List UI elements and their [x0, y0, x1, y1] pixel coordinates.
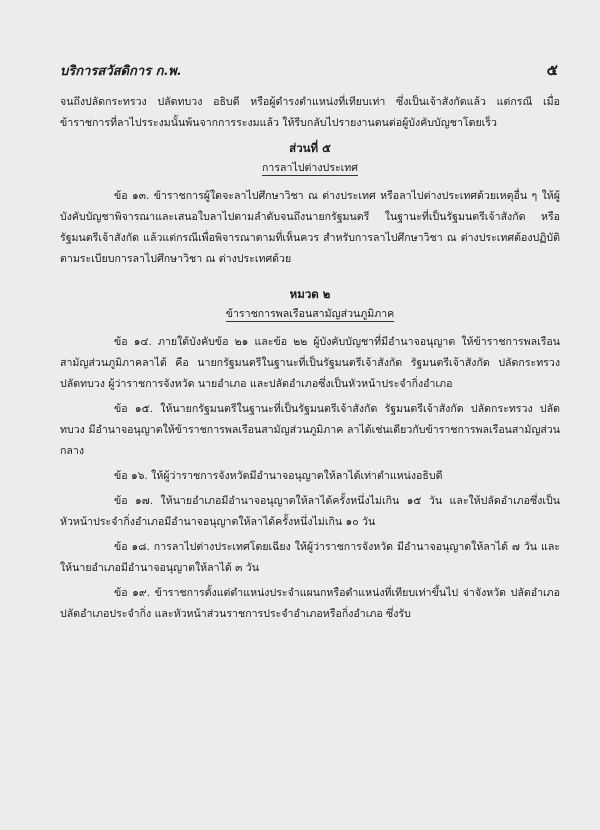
paragraph-continuation: จนถึงปลัดกระทรวง ปลัดทบวง อธิบดี หรือผู้ดำรงตำแหน่งที่เทียบเท่า ซึ่งเป็นเจ้าสังกัดแล้ว แต่กรณี เมื่อข้าราชการที่ลาไปรระงมนั้นพ้นจากการระงมแล้ว ให้รีบกลับไปรายงานตนต่อผู้บังคับบัญชาโดยเร็ว [60, 96, 560, 129]
article-16: ข้อ ๑๖. ให้ผู้ว่าราชการจังหวัดมีอำนาจอนุญาตให้ลาได้เท่าตำแหน่งอธิบดี [114, 470, 443, 482]
section-subheading [60, 158, 560, 178]
chapter-heading: หมวด ๒ [289, 287, 331, 301]
article-17: ข้อ ๑๗. ให้นายอำเภอมีอำนาจอนุญาตให้ลาได้ครั้งหนึ่งไม่เกิน ๑๕ วัน และให้ปลัดอำเภอซึ่งเป็นหัวหน้าประจำกิ่งอำเภอมีอำนาจอนุญาตให้ลาได้ครั้งหนึ่งไม่เกิน ๑๐ วัน [60, 495, 560, 528]
article-19: ข้อ ๑๙. ข้าราชการตั้งแต่ตำแหน่งประจำแผนกหรือตำแหน่งที่เทียบเท่าขึ้นไป จ่าจังหวัด ปลัดอำเภอ ปลัดอำเภอประจำกิ่ง และหัวหน้าส่วนราชการประจำอำเภอหรือกิ่งอำเภอ ซึ่งรับ [60, 587, 560, 620]
chapter-subheading-text: ข้าราชการพลเรือนสามัญส่วนภูมิภาค [225, 308, 395, 320]
header-title: บริการสวัสดิการ ก.พ. [60, 64, 182, 79]
page-number: ๕ [546, 61, 558, 79]
chapter-subheading [60, 304, 560, 324]
document-body [60, 92, 560, 629]
article-18: ข้อ ๑๘. การลาไปต่างประเทศโดยเฉียง ให้ผู้ว่าราชการจังหวัด มีอำนาจอนุญาตให้ลาได้ ๗ วัน และให้นายอำเภอมีอำนาจอนุญาตให้ลาได้ ๓ วัน [60, 541, 560, 574]
page-header [60, 58, 558, 82]
section-heading: ส่วนที่ ๕ [289, 141, 331, 155]
section-subheading-text: การลาไปต่างประเทศ [262, 162, 358, 174]
article-14: ข้อ ๑๔. ภายใต้บังคับข้อ ๒๑ และข้อ ๒๒ ผู้บังคับบัญชาที่มีอำนาจอนุญาต ให้ข้าราชการพลเรือนสามัญส่วนภูมิภาคลาได้ คือ นายกรัฐมนตรีในฐานะที่เป็นรัฐมนตรีเจ้าสังกัด รัฐมนตรีเจ้าสังกัด ปลัดกระทรวง ปลัดทบวง ผู้ว่าราชการจังหวัด นายอำเภอ และปลัดอำเภอซึ่งเป็นหัวหน้าประจำกิ่งอำเภอ [60, 336, 560, 390]
article-15: ข้อ ๑๕. ให้นายกรัฐมนตรีในฐานะที่เป็นรัฐมนตรีเจ้าสังกัด รัฐมนตรีเจ้าสังกัด ปลัดกระทรวง ปลัดทบวง มีอำนาจอนุญาตให้ข้าราชการพลเรือนสามัญส่วนภูมิภาค ลาได้เช่นเดียวกับข้าราชการพลเรือนสามัญส่วนกลาง [60, 403, 560, 457]
article-13: ข้อ ๑๓. ข้าราชการผู้ใดจะลาไปศึกษาวิชา ณ ต่างประเทศ หรือลาไปต่างประเทศด้วยเหตุอื่น ๆ ให้ผู้บังคับบัญชาพิจารณาและเสนอใบลาไปตามลำดับจนถึงนายกรัฐมนตรี ในฐานะที่เป็นรัฐมนตรีเจ้าสังกัด หรือรัฐมนตรีเจ้าสังกัด แล้วแต่กรณีเพื่อพิจารณาตามที่เห็นควร สำหรับการลาไปศึกษาวิชา ณ ต่างประเทศต้องปฏิบัติตามระเบียบการลาไปศึกษาวิชา ณ ต่างประเทศด้วย [60, 190, 560, 265]
